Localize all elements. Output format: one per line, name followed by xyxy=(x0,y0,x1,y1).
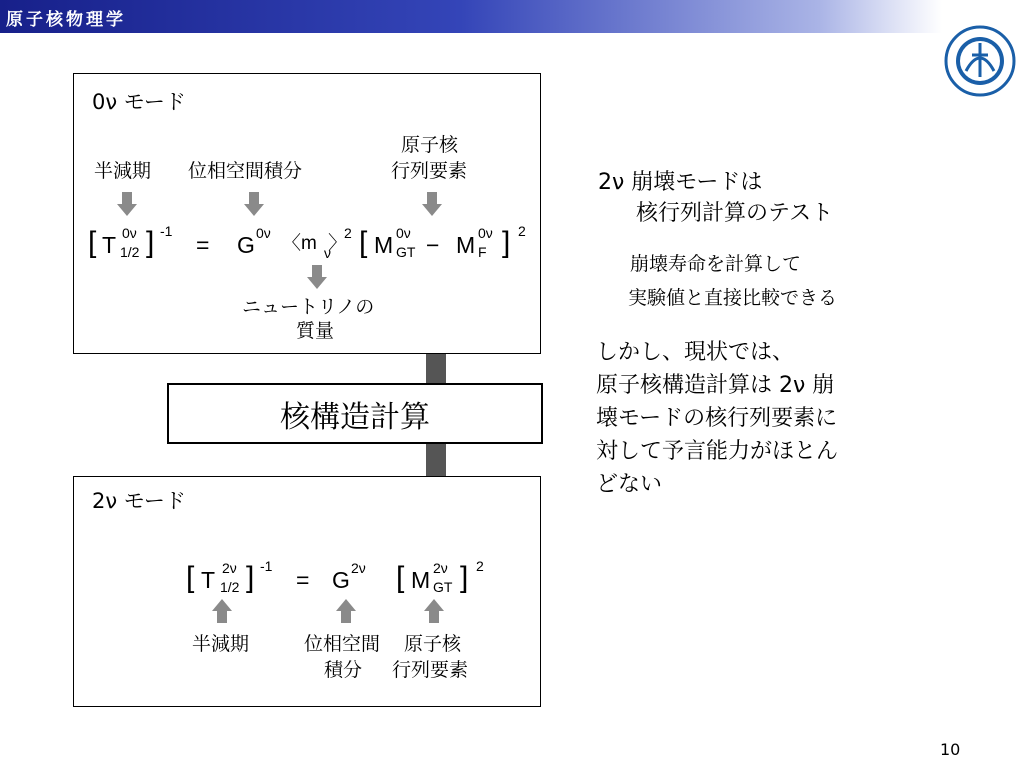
bracket-open-2: [ xyxy=(359,226,368,259)
eq-exp2: 2 xyxy=(344,225,352,241)
right-para-line: 壊モードの核行列要素に xyxy=(596,406,838,431)
right-paragraph xyxy=(596,336,838,501)
nuclear-structure-calc-box xyxy=(167,383,543,444)
down-arrow-icon xyxy=(422,192,442,216)
eq-M1: M xyxy=(374,232,394,258)
down-arrow-icon xyxy=(307,265,327,289)
bracket-close-2: ] xyxy=(502,226,511,259)
right-line1: 2ν 崩壊モードは xyxy=(598,170,763,195)
eq-minus: − xyxy=(426,232,440,258)
nuclear-structure-calc-label: 核構造計算 xyxy=(280,399,430,435)
up-arrow-icon xyxy=(212,599,232,623)
eq-m-close: 〉 xyxy=(328,233,348,254)
eq-T-sub: 1/2 xyxy=(120,244,140,260)
two-nu-title: 2ν モード xyxy=(92,489,186,513)
two-nu-mode-box xyxy=(73,476,541,707)
eq2-T-sup: 2ν xyxy=(222,560,237,576)
eq-T: T xyxy=(102,232,117,258)
bracket-close: ] xyxy=(146,226,155,259)
eq-m-sub: ν xyxy=(324,245,331,261)
label-half-life: 半減期 xyxy=(94,160,152,182)
label2-matrix-line1: 原子核 xyxy=(404,633,462,655)
bracket-open: [ xyxy=(88,226,97,259)
eq-m: 〈m xyxy=(282,233,317,254)
eq2-M: M xyxy=(411,567,431,593)
header-bar xyxy=(0,0,1024,33)
right-line4: 実験値と直接比較できる xyxy=(628,287,838,309)
up-arrow-icon xyxy=(336,599,356,623)
bracket-open: [ xyxy=(186,561,195,594)
label2-phase-line2: 積分 xyxy=(324,659,363,681)
label2-matrix-line2: 行列要素 xyxy=(392,659,469,681)
right-para-line: 対して予言能力がほとん xyxy=(596,439,839,464)
eq2-equals: = xyxy=(296,567,310,593)
eq-M2-sub: F xyxy=(478,244,487,260)
eq-G: G xyxy=(237,232,255,258)
eq-G-sup: 0ν xyxy=(256,225,271,241)
label2-half-life: 半減期 xyxy=(192,633,250,655)
eq2-M-sub: GT xyxy=(433,579,453,595)
eq2-G: G xyxy=(332,567,350,593)
eq-T-sup: 0ν xyxy=(122,225,137,241)
zero-nu-mode-box xyxy=(73,73,541,354)
eq-M2: M xyxy=(456,232,476,258)
zero-nu-title: 0ν モード xyxy=(92,90,186,114)
eq2-M-sup: 2ν xyxy=(433,560,448,576)
label-phase-space: 位相空間積分 xyxy=(188,160,303,182)
eq-M1-sub: GT xyxy=(396,244,416,260)
right-line2: 核行列計算のテスト xyxy=(636,201,834,226)
eq-exp3: 2 xyxy=(518,223,526,239)
bracket-open-2: [ xyxy=(396,561,405,594)
eq2-T-sub: 1/2 xyxy=(220,579,240,595)
label-nu-mass-line2: 質量 xyxy=(296,320,335,342)
label-nu-mass-line1: ニュートリノの xyxy=(242,296,375,318)
eq2-exp2: 2 xyxy=(476,558,484,574)
eq2-exp1: -1 xyxy=(260,558,273,574)
down-arrow-icon xyxy=(117,192,137,216)
eq2-T: T xyxy=(201,567,216,593)
eq-M2-sup: 0ν xyxy=(478,225,493,241)
label-matrix-line1: 原子核 xyxy=(401,134,459,156)
eq-equals: = xyxy=(196,232,210,258)
eq2-G-sup: 2ν xyxy=(351,560,366,576)
eq-exp1: -1 xyxy=(160,223,173,239)
down-arrow-icon xyxy=(244,192,264,216)
up-arrow-icon xyxy=(424,599,444,623)
bracket-close-2: ] xyxy=(460,561,469,594)
right-para-line: どない xyxy=(596,472,663,497)
right-para-line: しかし、現状では、 xyxy=(596,340,795,365)
eq-M1-sup: 0ν xyxy=(396,225,411,241)
right-para-line: 原子核構造計算は 2ν 崩 xyxy=(596,373,835,398)
university-seal-icon xyxy=(944,25,1016,97)
right-line3: 崩壊寿命を計算して xyxy=(630,253,802,275)
page-number: 10 xyxy=(940,740,961,759)
header-title: 原子核物理学 xyxy=(6,10,126,30)
bracket-close: ] xyxy=(246,561,255,594)
label-matrix-line2: 行列要素 xyxy=(391,160,468,182)
label2-phase-line1: 位相空間 xyxy=(304,633,381,655)
